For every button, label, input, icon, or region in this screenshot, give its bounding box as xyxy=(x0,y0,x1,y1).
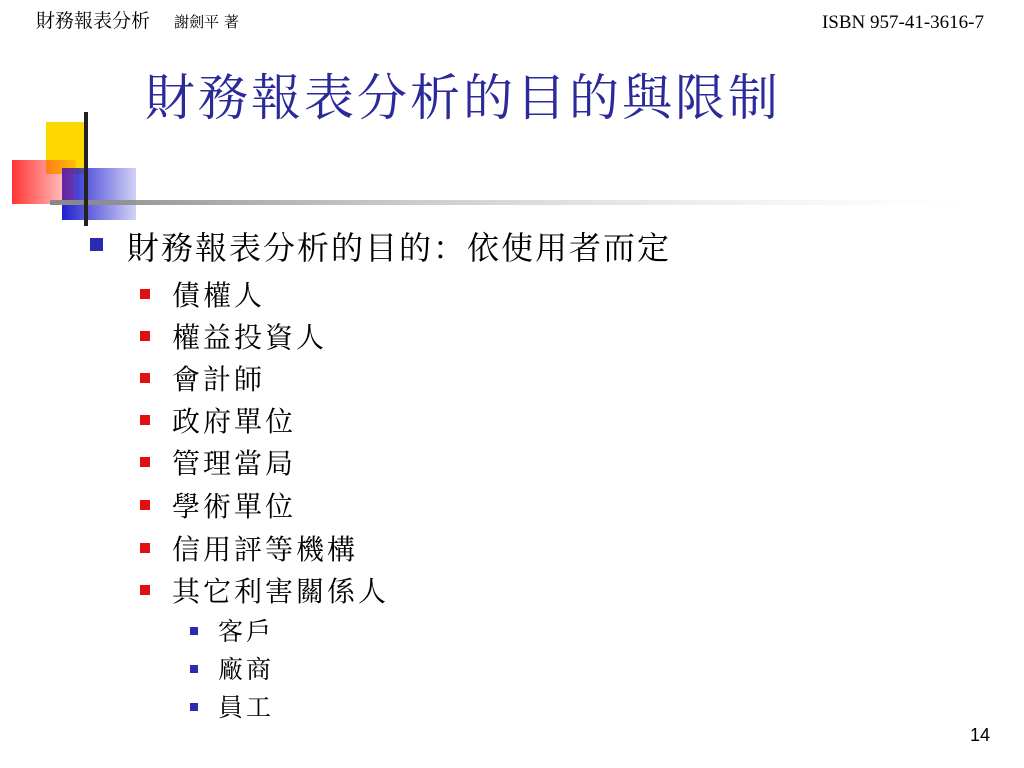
list-item-text: 政府單位 xyxy=(172,405,297,438)
sub-list-item-text: 員工 xyxy=(218,693,275,722)
deco-vertical-line xyxy=(84,112,88,226)
square-bullet-icon xyxy=(190,627,198,635)
list-item xyxy=(140,530,358,570)
list-item xyxy=(140,487,296,527)
list-item-text: 學術單位 xyxy=(172,490,297,523)
list-item-text: 管理當局 xyxy=(172,447,297,480)
square-bullet-icon xyxy=(140,415,150,425)
list-item xyxy=(140,572,389,612)
square-bullet-icon xyxy=(140,543,150,553)
header-isbn: ISBN 957-41-3616-7 xyxy=(821,12,984,33)
list-item-text: 權益投資人 xyxy=(172,321,328,354)
main-bullet xyxy=(90,226,671,270)
sub-list-item-text: 廠商 xyxy=(218,655,275,684)
square-bullet-icon xyxy=(140,373,150,383)
list-item-text: 其它利害關係人 xyxy=(172,575,390,608)
header-book-title: 財務報表分析 xyxy=(36,10,151,32)
square-bullet-icon xyxy=(190,703,198,711)
sub-list-item xyxy=(190,652,274,688)
list-item xyxy=(140,444,296,484)
list-item xyxy=(140,360,265,400)
sub-list-item-text: 客戶 xyxy=(218,617,275,646)
deco-horizontal-line xyxy=(50,200,970,205)
page-number: 14 xyxy=(969,725,990,745)
square-bullet-icon xyxy=(190,665,198,673)
slide-title: 財務報表分析的目的與限制 xyxy=(145,69,781,127)
header-author: 謝劍平 著 xyxy=(174,13,239,31)
list-item-text: 債權人 xyxy=(172,279,266,312)
list-item xyxy=(140,276,265,316)
square-bullet-icon xyxy=(140,585,150,595)
square-bullet-icon xyxy=(140,331,150,341)
square-bullet-icon xyxy=(140,457,150,467)
sub-list-item xyxy=(190,690,274,726)
list-item-text: 信用評等機構 xyxy=(172,533,359,566)
list-item-text: 會計師 xyxy=(172,363,266,396)
header-book-info xyxy=(36,8,239,35)
square-bullet-icon xyxy=(140,289,150,299)
list-item xyxy=(140,402,296,442)
square-bullet-icon xyxy=(90,238,103,251)
list-item xyxy=(140,318,327,358)
deco-red-square xyxy=(12,160,76,204)
sub-list-item xyxy=(190,614,274,650)
main-bullet-text: 財務報表分析的目的：依使用者而定 xyxy=(127,229,672,267)
square-bullet-icon xyxy=(140,500,150,510)
